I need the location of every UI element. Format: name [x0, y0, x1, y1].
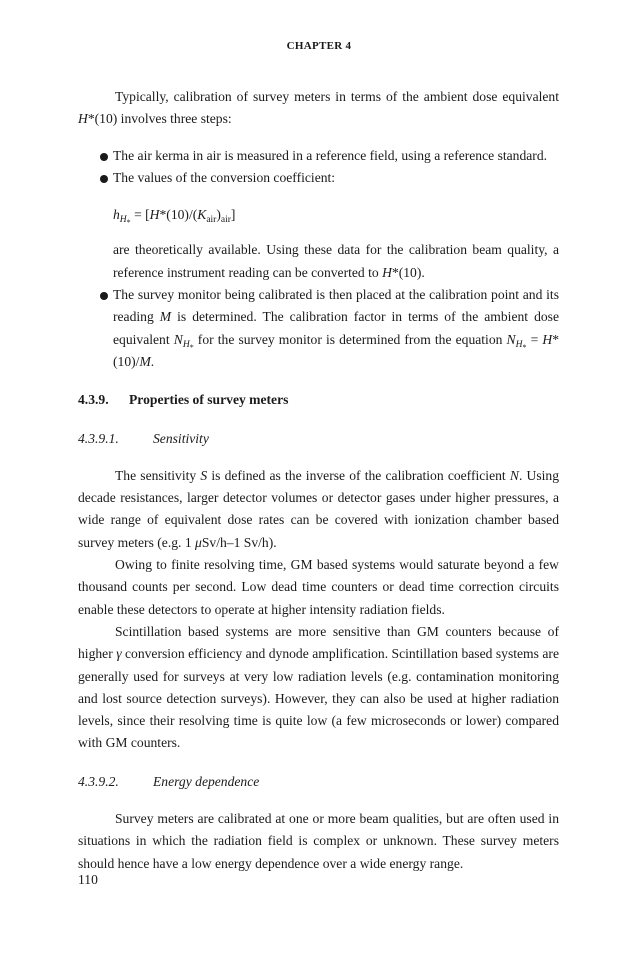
sens-text-p3b: conversion efficiency and dynode amplification. Scintillation based systems are generally used for surveys at very low radiation levels (e.g. contamination monitoring and lost source detection surveys). However, they can also be used at higher radiation levels, since their resolving time is quite low (a few microseconds or lower) compared with GM counters. — [78, 646, 559, 751]
step-3-text-a: The survey monitor being calibrated is then placed at the calibration point and its reading — [113, 287, 559, 325]
step-2-text: The values of the conversion coefficient: — [113, 169, 336, 185]
step-1-text: The air kerma in air is measured in a reference field, using a reference standard. — [113, 147, 548, 163]
formula-H: H — [149, 207, 160, 223]
paragraph — [78, 621, 559, 755]
list-item — [78, 167, 559, 284]
subsection-heading-energy — [78, 771, 559, 793]
paragraph: Owing to finite resolving time, GM based systems would saturate beyond a few thousand counts per second. Low dead time counters or dead time correction circuits enable these detectors to operate at higher intensity radiation fields. — [78, 557, 559, 617]
list-item — [78, 284, 559, 373]
page-body — [78, 86, 559, 875]
formula-k-sub: air — [206, 215, 217, 226]
subsection-heading-sensitivity — [78, 428, 559, 450]
bullet-icon — [100, 153, 108, 161]
subsection-number: 4.3.9.1. — [78, 430, 119, 446]
bullet-icon — [100, 292, 108, 300]
step-3-n2-sub: H — [515, 339, 523, 350]
formula-h: h — [113, 207, 120, 223]
formula-mid: *(10)/( — [159, 207, 198, 223]
intro-text-a: Typically, calibration of survey meters in terms of the ambient dose equivalent — [115, 89, 559, 104]
subsection-number: 4.3.9.2. — [78, 773, 119, 789]
intro-paragraph — [78, 86, 559, 131]
step-3-n-sub-star: * — [189, 342, 194, 352]
page-number: 110 — [78, 872, 98, 887]
section-heading — [78, 389, 559, 411]
energy-paragraphs — [78, 808, 559, 875]
subsection-title: Energy dependence — [153, 773, 260, 789]
formula-k-sub-2: air — [220, 215, 231, 226]
subsection-title: Sensitivity — [153, 430, 209, 446]
sens-symbol-n: N — [509, 467, 519, 483]
formula-close: ) — [216, 207, 221, 223]
paragraph — [78, 465, 559, 554]
step-3-symbol-m2: M — [139, 353, 151, 369]
sens-text-c: . Using decade resistances, larger detector volumes or detector gases under higher pressures, a wide range of equivalent dose rates can be covered with ionization chamber based survey meters (e.g. 1 — [78, 467, 559, 550]
sensitivity-paragraphs — [78, 465, 559, 755]
step-3-symbol-n2: N — [506, 331, 516, 347]
formula-K: K — [197, 207, 207, 223]
section-title: Properties of survey meters — [129, 392, 289, 408]
step-3-text-c: for the survey monitor is determined from the equation — [193, 331, 507, 347]
formula-eq: = [ — [130, 207, 150, 223]
cont-symbol-h: H — [382, 264, 392, 280]
step-3-mid: *(10)/ — [113, 331, 560, 369]
paragraph: Survey meters are calibrated at one or more beam qualities, but are often used in situations in which the radiation field is complex or unknown. These survey meters should hence have a low energy dependence over a wide energy range. — [78, 811, 559, 871]
intro-text-b: *(10) involves three steps: — [87, 111, 232, 127]
sens-symbol-mu: μ — [195, 534, 202, 550]
step-3-n2-sub-star: * — [522, 342, 527, 352]
step-3-eq: = — [526, 331, 543, 347]
list-item — [78, 145, 559, 167]
chapter-header: CHAPTER 4 — [286, 40, 352, 52]
bullet-icon — [100, 175, 108, 183]
step-3-end: . — [150, 353, 155, 369]
cont-text-a: are theoretically available. Using these data for the calibration beam quality, a reference instrument reading can be converted to — [113, 242, 559, 280]
step-3-n-sub: H — [182, 339, 190, 350]
intro-symbol-h: H — [78, 111, 88, 127]
step-3-text-b: is determined. The calibration factor in terms of the ambient dose equivalent — [113, 309, 559, 347]
formula-end: ] — [230, 207, 236, 223]
cont-text-b: *(10). — [391, 264, 425, 280]
step-3-symbol-n: N — [173, 331, 183, 347]
formula-h-sub-star: * — [126, 218, 131, 228]
section-number: 4.3.9. — [78, 392, 109, 408]
sens-text-p3a: Scintillation based systems are more sensitive than GM counters because of higher — [78, 623, 559, 662]
sens-text-d: Sv/h–1 Sv/h). — [201, 534, 277, 550]
calibration-steps-list — [78, 145, 559, 374]
sens-symbol-s: S — [200, 467, 208, 483]
sens-text-a: The sensitivity — [115, 467, 201, 483]
sens-symbol-gamma: γ — [116, 646, 122, 662]
sens-text-b: is defined as the inverse of the calibration coefficient — [207, 467, 510, 483]
step-3-symbol-h: H — [542, 331, 553, 347]
conversion-formula — [113, 204, 559, 226]
step-2-continuation — [113, 239, 559, 284]
formula-h-sub: H — [119, 215, 127, 226]
step-3-symbol-m: M — [159, 309, 172, 325]
